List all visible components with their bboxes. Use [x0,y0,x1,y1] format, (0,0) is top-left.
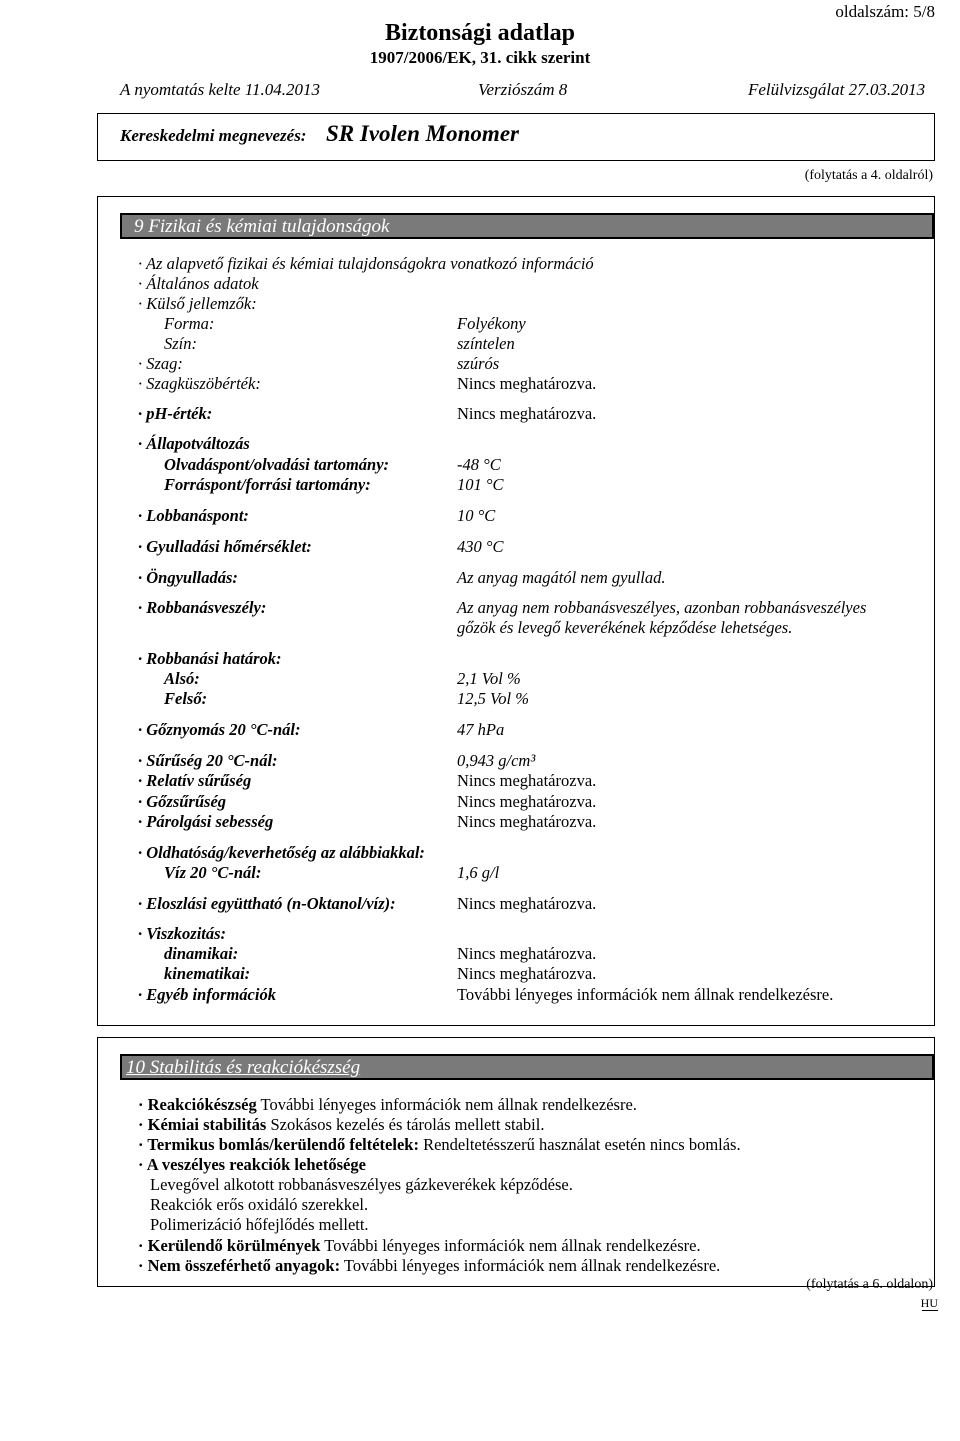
stability-text: Reakciók erős oxidáló szerekkel. [150,1195,369,1214]
property-label: dinamikai: [164,944,239,963]
property-label: · Állapotváltozás [138,434,250,453]
version-number: Verziószám 8 [478,80,568,99]
language-code: HU [920,1296,938,1310]
section-10-title: 10 Stabilitás és reakciókészség [126,1057,361,1078]
property-value: Nincs meghatározva. [457,894,597,913]
property-value: Nincs meghatározva. [457,792,597,811]
stability-label: · Kerülendő körülmények [138,1236,321,1255]
property-label: · Viszkozitás: [138,924,227,943]
print-date: A nyomtatás kelte 11.04.2013 [120,80,321,99]
property-value: 101 °C [457,475,504,494]
property-label: · Az alapvető fizikai és kémiai tulajdonságokra vonatkozó információ [138,254,594,273]
stability-label: · Termikus bomlás/kerülendő feltételek: [138,1135,419,1154]
property-label: Alsó: [164,669,200,688]
stability-label: · A veszélyes reakciók lehetősége [138,1155,366,1174]
stability-text: Rendeltetésszerű használat esetén nincs bomlás. [423,1135,741,1154]
trade-name-label: Kereskedelmi megnevezés: [120,126,307,145]
property-label: · Gyulladási hőmérséklet: [138,537,312,556]
property-label: · pH-érték: [138,404,213,423]
property-value: Az anyag magától nem gyullad. [457,568,666,587]
section-9-header [120,213,934,239]
stability-line [138,1256,720,1276]
trade-name-box [97,113,935,161]
property-label: · Gőzsűrűség [138,792,227,811]
stability-text: További lényeges információk nem állnak rendelkezésre. [343,1256,721,1275]
property-label: · Eloszlási együttható (n-Oktanol/víz): [138,894,396,913]
property-label: · Lobbanáspont: [138,506,249,525]
property-value: Nincs meghatározva. [457,812,597,831]
stability-text: Polimerizáció hőfejlődés mellett. [150,1215,369,1234]
property-label: Forráspont/forrási tartomány: [164,475,371,494]
property-value: Nincs meghatározva. [457,964,597,983]
language-underline [922,1310,938,1311]
stability-text: További lényeges információk nem állnak rendelkezésre. [324,1236,701,1255]
property-value: 47 hPa [457,720,505,739]
property-label: Forma: [164,314,215,333]
section-10-header [120,1054,934,1080]
stability-text: Szokásos kezelés és tárolás mellett stabil. [270,1115,545,1134]
property-label: Víz 20 °C-nál: [164,863,262,882]
property-value: színtelen [457,334,515,353]
property-label: Olvadáspont/olvadási tartomány: [164,455,390,474]
property-value: Nincs meghatározva. [457,374,597,393]
property-value: Nincs meghatározva. [457,404,597,423]
stability-label: · Kémiai stabilitás [138,1115,267,1134]
property-label: kinematikai: [164,964,251,983]
property-value: Nincs meghatározva. [457,771,597,790]
property-value: 2,1 Vol % [457,669,521,688]
property-label: · Általános adatok [138,274,259,293]
property-label: Szín: [164,334,197,353]
stability-label: · Reakciókészség [138,1095,257,1114]
property-label: · Egyéb információk [138,985,276,1004]
document-title: Biztonsági adatlap [384,20,576,46]
property-value: 10 °C [457,506,496,525]
continued-from-note: (folytatás a 4. oldalról) [804,168,933,183]
property-label: · Relatív sűrűség [138,771,252,790]
stability-line [138,1135,741,1155]
stability-label: · Nem összeférhető anyagok: [138,1256,341,1275]
property-label: · Külső jellemzők: [138,294,257,313]
property-label: · Gőznyomás 20 °C-nál: [138,720,301,739]
property-value: 0,943 g/cm³ [457,751,536,770]
property-label: · Öngyulladás: [138,568,238,587]
section-9-title: 9 Fizikai és kémiai tulajdonságok [134,216,390,237]
continued-to-note: (folytatás a 6. oldalon) [806,1277,933,1292]
stability-line [138,1115,544,1135]
property-label: · Oldhatóság/keverhetőség az alábbiakkal: [138,843,425,862]
stability-line [138,1155,366,1175]
regulation-reference: 1907/2006/EK, 31. cikk szerint [369,48,591,67]
property-value: Az anyag nem robbanásveszélyes, azonban robbanásveszélyes [457,598,867,617]
property-value: Folyékony [457,314,526,333]
property-label: · Szagküszöbérték: [138,374,261,393]
property-label: · Párolgási sebesség [138,812,274,831]
property-value: 430 °C [457,537,504,556]
property-value: szúrós [457,354,500,373]
property-label: · Szag: [138,354,183,373]
property-label: · Sűrűség 20 °C-nál: [138,751,278,770]
property-value: Nincs meghatározva. [457,944,597,963]
property-label: Felső: [164,689,208,708]
property-label: · Robbanási határok: [138,649,282,668]
stability-line [138,1236,701,1256]
trade-name: SR Ivolen Monomer [326,121,519,146]
stability-line [138,1095,637,1115]
property-value: -48 °C [457,455,501,474]
page-number: oldalszám: 5/8 [835,2,935,21]
property-value: 1,6 g/l [457,863,500,882]
property-label: · Robbanásveszély: [138,598,267,617]
property-value: További lényeges információk nem állnak rendelkezésre. [457,985,834,1004]
property-value: 12,5 Vol % [457,689,529,708]
stability-text: További lényeges információk nem állnak rendelkezésre. [260,1095,637,1114]
property-value: gőzök és levegő keverékének képződése lehetséges. [457,618,793,637]
revision-date: Felülvizsgálat 27.03.2013 [748,80,926,99]
stability-text: Levegővel alkotott robbanásveszélyes gázkeverékek képződése. [150,1175,573,1194]
